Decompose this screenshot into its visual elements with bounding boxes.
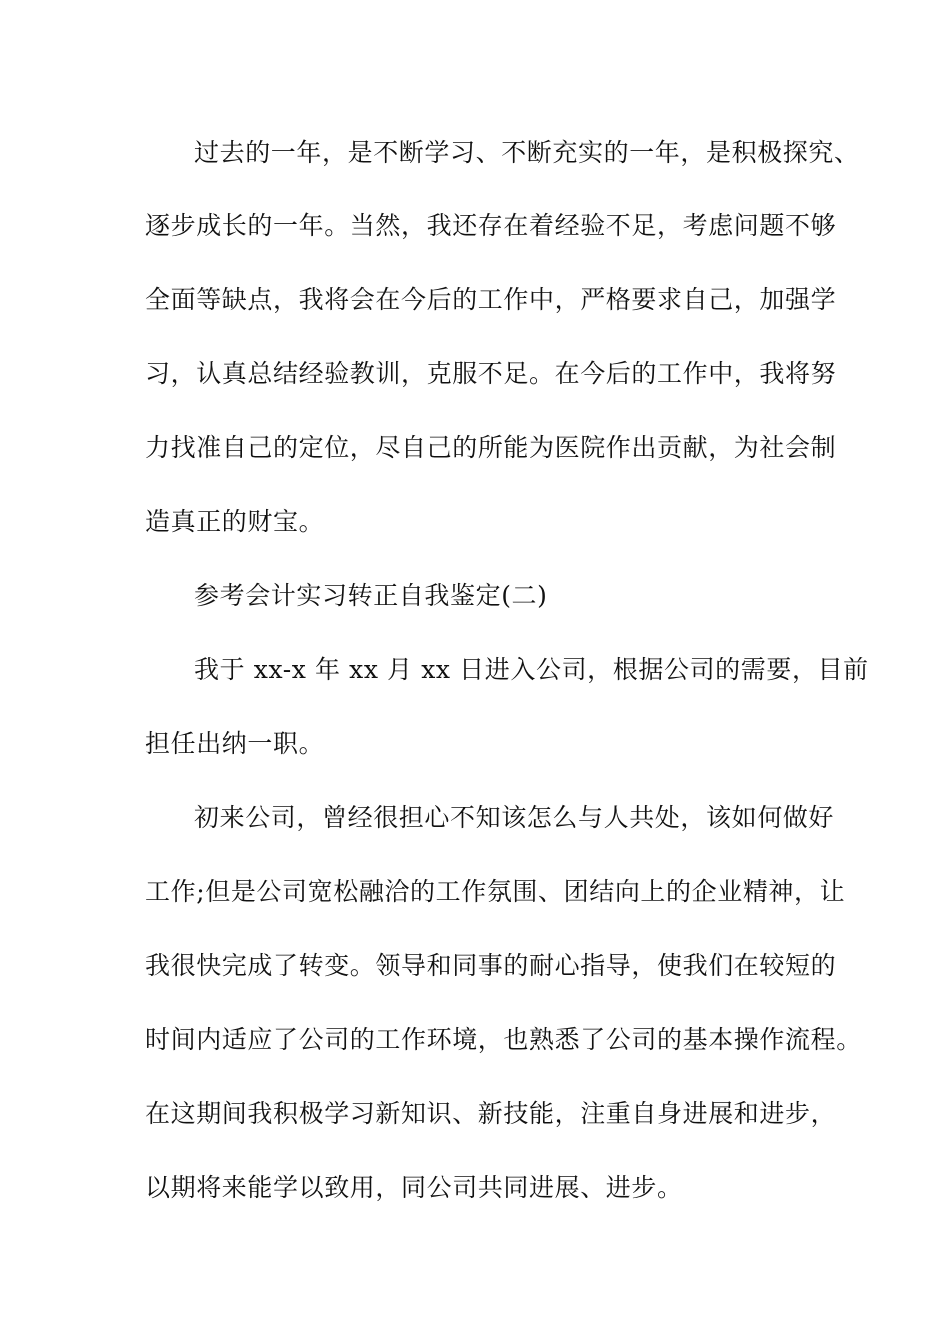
paragraph-line: 逐步成长的一年。当然，我还存在着经验不足，考虑问题不够 [145,211,837,240]
paragraph-line: 以期将来能学以致用，同公司共同进展、进步。 [145,1173,683,1202]
paragraph-line: 过去的一年，是不断学习、不断充实的一年，是积极探究、 [194,138,860,167]
paragraph-line: 工作;但是公司宽松融洽的工作氛围、团结向上的企业精神，让 [145,877,846,906]
paragraph-line: 我很快完成了转变。领导和同事的耐心指导，使我们在较短的 [145,951,837,980]
section-heading: 参考会计实习转正自我鉴定(二) [194,581,548,610]
paragraph-line: 在这期间我积极学习新知识、新技能，注重自身进展和进步， [145,1099,837,1128]
paragraph-line: 担任出纳一职。 [145,729,325,758]
paragraph-line: 习，认真总结经验教训，克服不足。在今后的工作中，我将努 [145,359,837,388]
paragraph-line: 我于 xx-x 年 xx 月 xx 日进入公司，根据公司的需要，目前 [194,655,869,684]
paragraph-line: 造真正的财宝。 [145,507,325,536]
paragraph-line: 时间内适应了公司的工作环境，也熟悉了公司的基本操作流程。 [145,1025,862,1054]
paragraph-line: 全面等缺点，我将会在今后的工作中，严格要求自己，加强学 [145,285,837,314]
paragraph-line: 初来公司，曾经很担心不知该怎么与人共处，该如何做好 [194,803,835,832]
paragraph-line: 力找准自己的定位，尽自己的所能为医院作出贡献，为社会制 [145,433,837,462]
